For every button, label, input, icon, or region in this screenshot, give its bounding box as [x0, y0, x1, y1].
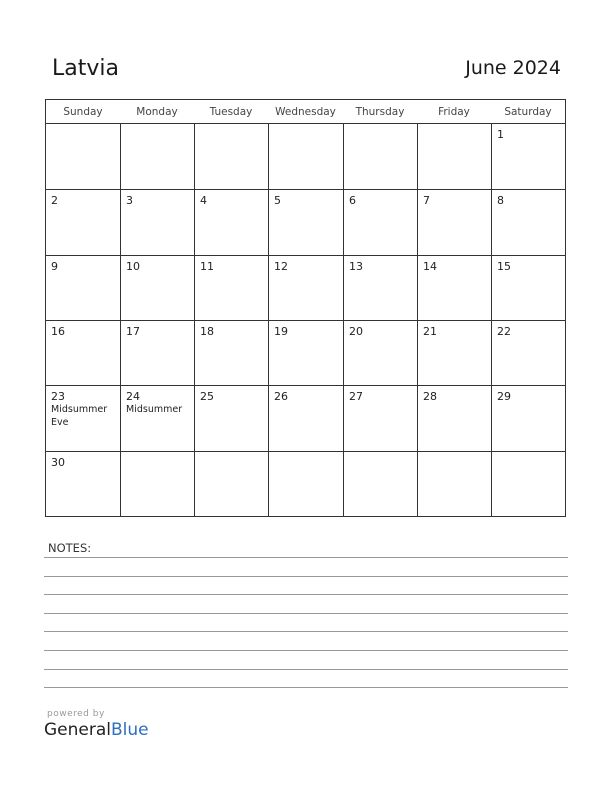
day-cell-30: [46, 451, 120, 516]
generalblue-logo: [44, 720, 149, 740]
day-cell-11: [194, 255, 268, 320]
day-cell-7: [417, 189, 491, 255]
empty-day-cell: [417, 124, 491, 189]
empty-day-cell: [120, 124, 194, 189]
day-number: 16: [51, 325, 65, 338]
notes-line: [44, 594, 568, 595]
notes-label: NOTES:: [48, 541, 92, 555]
day-number: 9: [51, 260, 58, 273]
weekday-header-row: [46, 100, 565, 124]
day-number: 24: [126, 390, 140, 403]
weekday-thursday: Thursday: [355, 106, 405, 118]
day-cell-10: [120, 255, 194, 320]
weekday-sunday: Sunday: [63, 106, 103, 118]
holiday-label: Midsummer: [126, 404, 183, 415]
empty-day-cell: [46, 124, 120, 189]
empty-day-cell: [120, 451, 194, 516]
day-cell-17: [120, 320, 194, 385]
day-number: 17: [126, 325, 140, 338]
day-number: 12: [274, 260, 288, 273]
day-number: 18: [200, 325, 214, 338]
day-cell-26: [268, 385, 343, 451]
day-number: 27: [349, 390, 363, 403]
holiday-label: Midsummer Eve: [51, 404, 108, 428]
day-number: 26: [274, 390, 288, 403]
day-cell-2: [46, 189, 120, 255]
day-cell-25: [194, 385, 268, 451]
day-cell-15: [491, 255, 565, 320]
notes-line: [44, 557, 568, 558]
weekday-tuesday: Tuesday: [209, 106, 253, 118]
day-number: 10: [126, 260, 140, 273]
calendar-grid: [45, 99, 566, 517]
day-cell-4: [194, 189, 268, 255]
empty-day-cell: [417, 451, 491, 516]
day-number: 23: [51, 390, 65, 403]
brand-part-general: General: [44, 720, 111, 740]
weekday-saturday: Saturday: [504, 106, 552, 118]
day-cell-18: [194, 320, 268, 385]
day-number: 8: [497, 194, 504, 207]
day-cell-3: [120, 189, 194, 255]
brand-part-blue: Blue: [111, 720, 149, 740]
day-cell-8: [491, 189, 565, 255]
day-cell-27: [343, 385, 417, 451]
empty-day-cell: [343, 124, 417, 189]
empty-day-cell: [194, 451, 268, 516]
notes-line: [44, 650, 568, 651]
day-cell-20: [343, 320, 417, 385]
day-cell-22: [491, 320, 565, 385]
day-number: 30: [51, 456, 65, 469]
day-number: 5: [274, 194, 281, 207]
day-number: 11: [200, 260, 214, 273]
day-number: 19: [274, 325, 288, 338]
weekday-monday: Monday: [136, 106, 178, 118]
day-cell-23: [46, 385, 120, 451]
day-number: 4: [200, 194, 207, 207]
day-number: 20: [349, 325, 363, 338]
notes-line: [44, 687, 568, 688]
day-number: 25: [200, 390, 214, 403]
day-number: 1: [497, 128, 504, 141]
day-number: 13: [349, 260, 363, 273]
day-number: 28: [423, 390, 437, 403]
country-title: Latvia: [52, 56, 119, 81]
day-cell-9: [46, 255, 120, 320]
day-cell-13: [343, 255, 417, 320]
notes-line: [44, 631, 568, 632]
day-number: 3: [126, 194, 133, 207]
day-number: 15: [497, 260, 511, 273]
day-cell-28: [417, 385, 491, 451]
empty-day-cell: [268, 451, 343, 516]
day-number: 2: [51, 194, 58, 207]
day-cell-19: [268, 320, 343, 385]
notes-line: [44, 669, 568, 670]
day-cell-21: [417, 320, 491, 385]
weekday-friday: Friday: [438, 106, 470, 118]
day-number: 21: [423, 325, 437, 338]
day-cell-6: [343, 189, 417, 255]
day-cell-14: [417, 255, 491, 320]
day-cell-12: [268, 255, 343, 320]
day-number: 22: [497, 325, 511, 338]
day-cell-29: [491, 385, 565, 451]
notes-line: [44, 576, 568, 577]
day-number: 29: [497, 390, 511, 403]
powered-by-text: powered by: [47, 709, 105, 719]
empty-day-cell: [343, 451, 417, 516]
weekday-wednesday: Wednesday: [275, 106, 336, 118]
empty-day-cell: [194, 124, 268, 189]
day-number: 7: [423, 194, 430, 207]
day-number: 6: [349, 194, 356, 207]
day-cell-16: [46, 320, 120, 385]
day-cell-5: [268, 189, 343, 255]
day-cell-24: [120, 385, 194, 451]
empty-day-cell: [491, 451, 565, 516]
day-cell-1: [491, 124, 565, 189]
day-number: 14: [423, 260, 437, 273]
month-year-title: June 2024: [465, 57, 561, 79]
empty-day-cell: [268, 124, 343, 189]
notes-line: [44, 613, 568, 614]
